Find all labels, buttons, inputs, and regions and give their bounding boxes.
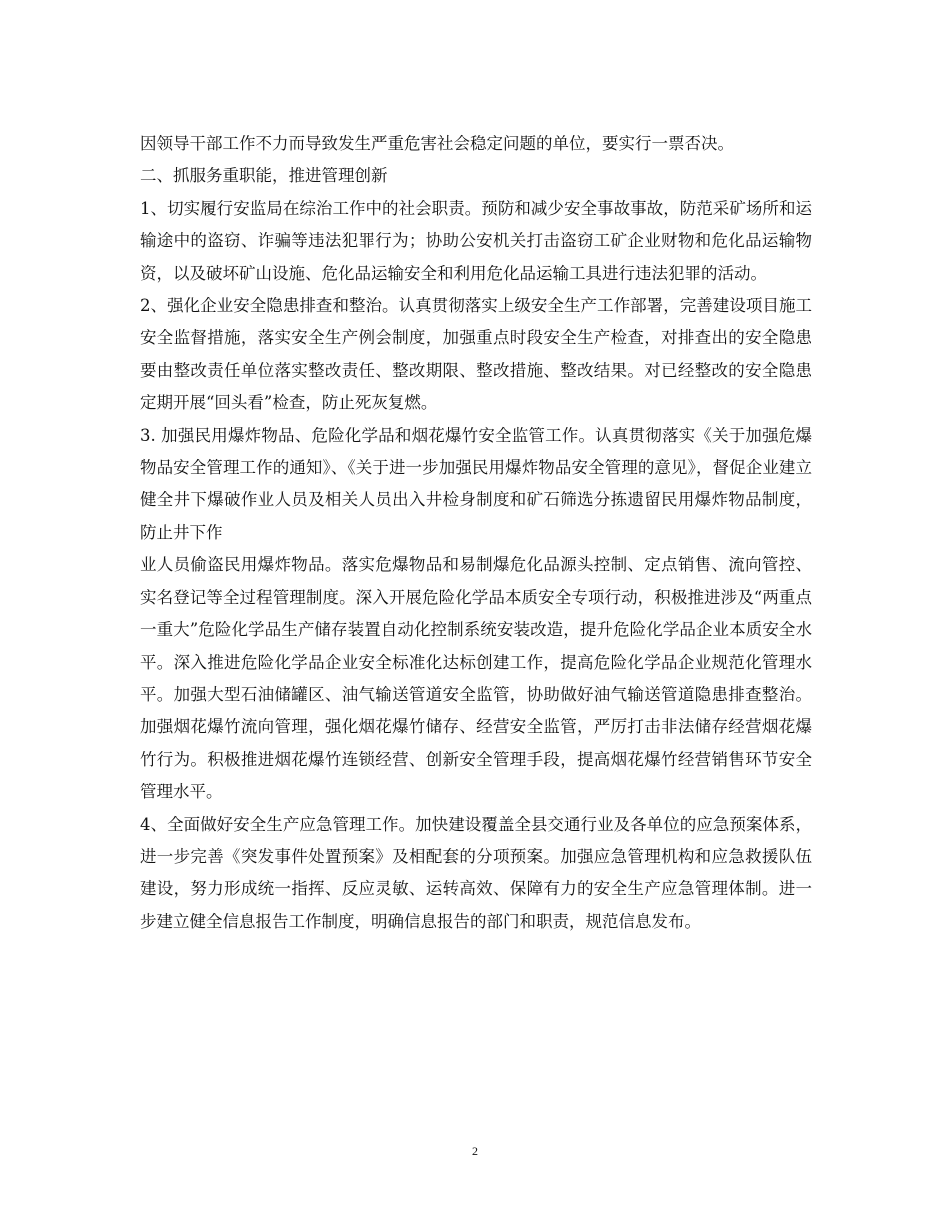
paragraph-item-3: 3. 加强民用爆炸物品、危险化学品和烟花爆竹安全监管工作。认真贯彻落实《关于加强危爆物品安全管理工作的通知》、《关于进一步加强民用爆炸物品安全管理的意见》，督促企业建立健全井下爆破作业人员及相关人员出入井检身制度和矿石筛选分拣遗留民用爆炸物品制度，防止井下作 [140,425,812,542]
page-number: 2 [472,1144,478,1158]
paragraph-item-3-continued: 业人员偷盗民用爆炸物品。落实危爆物品和易制爆危化品源头控制、定点销售、流向管控、实名登记等全过程管理制度。深入开展危险化学品本质安全专项行动，积极推进涉及“两重点一重大”危险化学品生产储存装置自动化控制系统安装改造，提升危险化学品企业本质安全水平。深入推进危险化学品企业安全标准化达标创建工作，提高危险化学品企业规范化管理水平。加强大型石油储罐区、油气输送管道安全监管，协助做好油气输送管道隐患排查整治。加强烟花爆竹流向管理，强化烟花爆竹储存、经营安全监管，严厉打击非法储存经营烟花爆竹行为。积极推进烟花爆竹连锁经营、创新安全管理手段，提高烟花爆竹经营销售环节安全管理水平。 [140,555,812,802]
paragraph-item-1: 1、切实履行安监局在综治工作中的社会职责。预防和减少安全事故事故，防范采矿场所和运输途中的盗窃、诈骗等违法犯罪行为；协助公安机关打击盗窃工矿企业财物和危化品运输物资，以及破坏矿山设施、危化品运输安全和利用危化品运输工具进行违法犯罪的活动。 [140,198,812,283]
document-body [140,128,812,938]
paragraph-item-2: 2、强化企业安全隐患排查和整治。认真贯彻落实上级安全生产工作部署，完善建设项目施工安全监督措施，落实安全生产例会制度，加强重点时段安全生产检查，对排查出的安全隐患要由整改责任单位落实整改责任、整改期限、整改措施、整改结果。对已经整改的安全隐患定期开展“回头看”检查，防止死灰复燃。 [140,296,812,413]
section-heading: 二、抓服务重职能，推进管理创新 [140,166,388,186]
paragraph-item-4: 4、全面做好安全生产应急管理工作。加快建设覆盖全县交通行业及各单位的应急预案体系，进一步完善《突发事件处置预案》及相配套的分项预案。加强应急管理机构和应急救援队伍建设，努力形成统一指挥、反应灵敏、运转高效、保障有力的安全生产应急管理体制。进一步建立健全信息报告工作制度，明确信息报告的部门和职责，规范信息发布。 [140,814,812,931]
paragraph-continuation: 因领导干部工作不力而导致发生严重危害社会稳定问题的单位，要实行一票否决。 [140,134,734,153]
